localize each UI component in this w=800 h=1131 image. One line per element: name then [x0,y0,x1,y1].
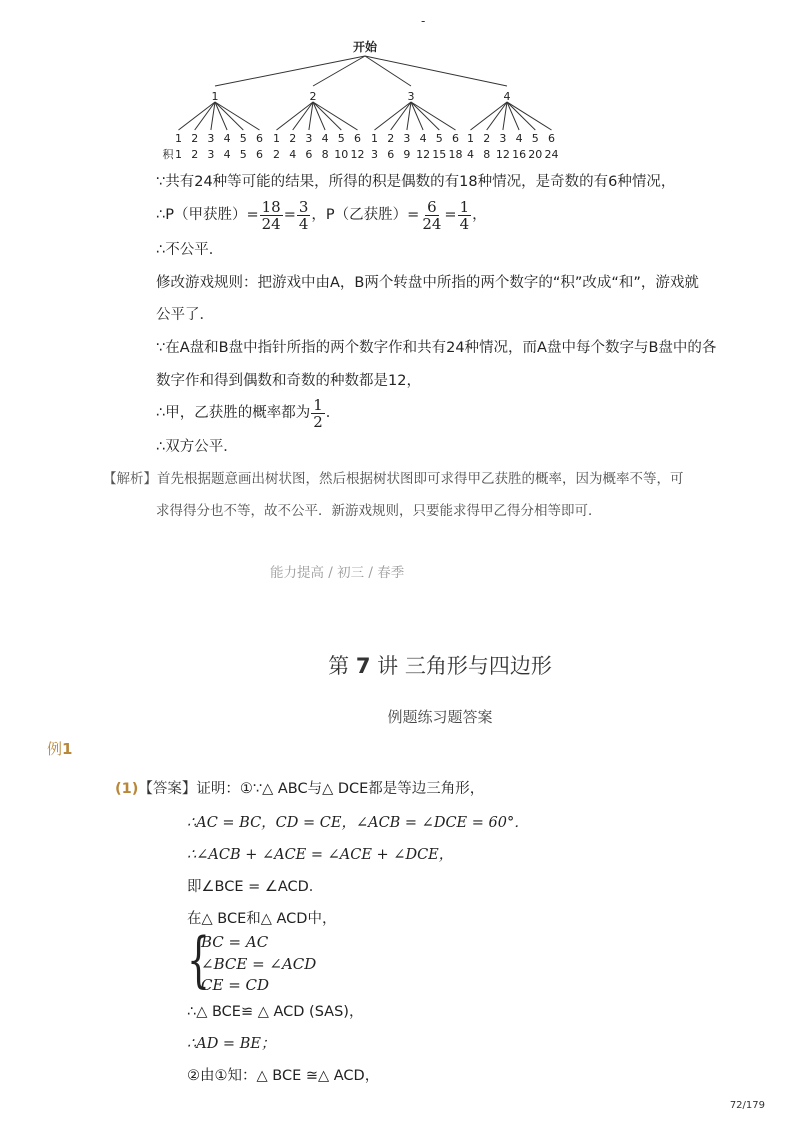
tree-node-2: 2 [309,90,317,103]
system-eq-1: BC = AC [201,933,269,951]
fraction-18-24: $\frac{18}{24}$ [261,197,281,233]
tree-leaf-branch [179,102,216,130]
tree-node-3: 3 [407,90,415,103]
tree-leaf-branch [313,102,341,130]
tree-leaf-label: 4 [515,132,523,145]
tree-leaf-label: 6 [452,132,459,145]
tree-product-label: 2 [191,148,199,161]
tree-product-label: 20 [528,148,543,161]
solution-line-3: ∴不公平． [156,242,224,258]
tree-leaf-branch [507,102,552,130]
tree-product-label: 18 [448,148,463,161]
tree-leaf-label: 3 [207,132,215,145]
answer-line-8: ②由①知：△ BCE ≅△ ACD， [187,1068,380,1084]
answer-line-2: ∴AC = BC，CD = CE，∠ACB = ∠DCE = 60°． [187,815,529,831]
tree-leaf-label: 2 [289,132,297,145]
page-number: 72/179 [729,1100,765,1111]
p-jia-label: ∴P（甲获胜）= [156,207,259,223]
fraction-3-4: $\frac{3}{4}$ [298,197,309,233]
tree-leaf-label: 4 [321,132,329,145]
tree-product-label: 16 [512,148,527,161]
tree-leaf-label: 2 [191,132,199,145]
tree-leaf-label: 3 [499,132,507,145]
fraction-1-2: $\frac{1}{2}$ [313,395,323,431]
tree-product-label: 12 [416,148,431,161]
solution-line-9: ∴双方公平． [156,439,238,455]
tree-node-4: 4 [503,90,511,103]
tree-product-label: 2 [273,148,280,161]
analysis-line-2: 求得得分也不等，故不公平．新游戏规则，只要能求得甲乙得分相等即可． [156,503,602,519]
tree-leaf-label: 1 [467,132,474,145]
tree-leaf-branch [411,102,456,130]
tree-leaf-label: 2 [483,132,491,145]
solution-line-5: 公平了． [156,307,214,323]
tree-product-label: 1 [175,148,182,161]
tree-leaf-label: 6 [256,132,263,145]
tree-product-label: 4 [467,148,474,161]
left-brace: { [187,925,210,995]
tree-leaf-label: 6 [354,132,361,145]
tree-node-1: 1 [211,90,219,103]
tree-leaf-label: 4 [419,132,427,145]
tree-product-label: 5 [239,148,247,161]
tree-branch-4 [365,56,507,86]
tree-leaf-branch [215,102,243,130]
tree-product-label: 8 [483,148,491,161]
tree-leaf-branch [507,102,535,130]
tree-product-label: 3 [371,148,378,161]
tree-leaf-label: 3 [403,132,411,145]
answer-line-4: 即∠BCE = ∠ACD． [187,879,324,895]
tree-leaf-label: 1 [371,132,378,145]
tree-leaf-label: 5 [435,132,443,145]
answer-number: (1) [115,781,139,797]
header-dash: - [421,14,426,28]
answer-line-6: ∴△ BCE≌ △ ACD (SAS)， [187,1004,364,1020]
tree-leaf-branch [411,102,439,130]
tree-diagram [150,36,570,166]
tree-root-label: 开始 [352,40,378,54]
tree-product-label: 24 [544,148,559,161]
chapter-title: 第 7 讲 三角形与四边形 [328,654,552,678]
analysis-tag: 【解析】 [103,471,157,487]
tree-product-label: 12 [350,148,365,161]
solution-line-7: 数字作和得到偶数和奇数的种数都是12， [156,373,421,389]
section-subtitle: 例题练习题答案 [387,708,493,726]
system-eq-3: CE = CD [201,976,270,994]
tree-leaf-label: 6 [548,132,555,145]
fraction-1-4: $\frac{1}{4}$ [459,197,470,233]
tree-leaf-label: 1 [273,132,280,145]
tree-leaf-branch [277,102,314,130]
p-yi-label: ，P（乙获胜）= [311,207,420,223]
tree-leaf-label: 5 [531,132,539,145]
answer-line-3: ∴∠ACB + ∠ACE = ∠ACE + ∠DCE， [187,847,454,863]
tree-leaf-label: 3 [305,132,313,145]
answer-intro: (1)【答案】证明：①∵△ ABC与△ DCE都是等边三角形， [115,781,485,797]
tree-product-label: 15 [432,148,447,161]
tree-product-label: 4 [289,148,297,161]
solution-line-6: ∵在A盘和B盘中指针所指的两个数字作和共有24种情况，而A盘中每个数字与B盘中的各 [156,340,717,356]
tree-leaf-label: 5 [239,132,247,145]
tree-branch-2 [313,56,365,86]
tree-product-label: 4 [223,148,231,161]
footer-breadcrumb: 能力提高 / 初三 / 春季 [270,565,405,581]
tree-leaf-branch [215,102,260,130]
tree-product-label: 9 [403,148,411,161]
tree-product-label: 6 [256,148,263,161]
tree-product-label: 6 [387,148,395,161]
tree-product-row-label: 积 [162,148,174,161]
tree-leaf-branch [375,102,412,130]
tree-product-label: 8 [321,148,329,161]
system-eq-2: ∠BCE = ∠ACD [201,954,317,973]
solution-line-4: 修改游戏规则：把游戏中由A，B两个转盘中所指的两个数字的“积”改成“和”，游戏就 [156,275,699,291]
fraction-6-24: $\frac{6}{24}$ [422,197,442,233]
solution-line-2: ∴P（甲获胜）= $\frac{18}{24}$ = $\frac{3}{4}$ ，P（乙获胜）= $\frac{6}{24}$ = $\frac{1}{4}$ ， [156,197,487,233]
answer-tag: 【答案】 [138,781,197,797]
equation-system [187,925,317,996]
analysis-line-1: 【解析】首先根据题意画出树状图，然后根据树状图即可求得甲乙获胜的概率，因为概率不等，可 [103,471,684,487]
tree-leaf-label: 2 [387,132,395,145]
tree-leaf-label: 4 [223,132,231,145]
tree-product-label: 3 [207,148,215,161]
tree-leaf-label: 1 [175,132,182,145]
tree-branch-1 [215,56,365,86]
answer-line-7: ∴AD = BE； [187,1036,276,1052]
example-heading: 例1 [47,740,73,758]
tree-leaf-branch [471,102,508,130]
solution-line-8: ∴甲，乙获胜的概率都为 $\frac{1}{2}$ ． [156,395,341,431]
solution-line-1: ∵共有24种等可能的结果，所得的积是偶数的有18种情况，是奇数的有6种情况， [156,174,676,190]
tree-product-label: 12 [495,148,510,161]
tree-leaf-label: 5 [337,132,345,145]
tree-product-label: 10 [334,148,349,161]
tree-leaf-branch [313,102,358,130]
answer-line-5: 在△ BCE和△ ACD中， [187,911,337,927]
tree-product-label: 6 [305,148,313,161]
